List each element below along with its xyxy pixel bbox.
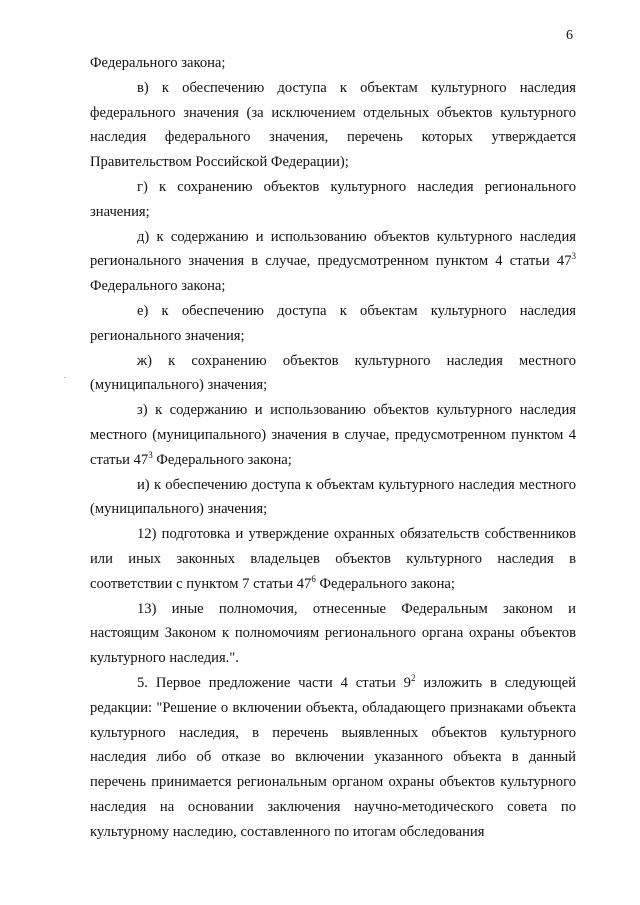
paragraph-text: г) к сохранению объектов культурного наследия регионального значения; [90,178,576,220]
paragraph-text: е) к обеспечению доступа к объектам культурного наследия регионального значения; [90,302,576,344]
paragraph-text: Федерального закона; [315,575,455,592]
paragraph [90,51,576,76]
paragraph-text: Федерального закона; [90,55,226,71]
paragraph [90,473,576,523]
paragraph-text: Федерального закона; [152,451,292,468]
paragraph-text: з) к содержанию и использованию объектов культурного наследия местного (муниципального) значения в случае, предусмотренном пунктом 4 статьи 47 [90,402,576,468]
scan-speck [64,377,66,378]
paragraph [90,76,576,175]
superscript: 3 [148,449,153,460]
paragraph-text: в) к обеспечению доступа к объектам культурного наследия федерального значения (за исключением отдельных объектов культурного наследия федерального значения, перечень которых утверждается Правительством Российской Федерации); [90,79,576,171]
paragraph-text: Федерального закона; [90,278,226,295]
superscript: 3 [571,251,576,262]
paragraph-text: и) к обеспечению доступа к объектам культурного наследия местного (муниципального) значения; [90,476,576,518]
paragraph [90,671,576,845]
paragraph [90,175,576,225]
paragraph-text: ж) к сохранению объектов культурного наследия местного (муниципального) значения; [90,352,576,394]
paragraph-text: д) к содержанию и использованию объектов культурного наследия регионального значения в случае, предусмотренном пунктом 4 статьи 47 [90,228,576,270]
page-number: 6 [566,28,573,43]
superscript: 2 [410,672,416,683]
paragraph [90,225,576,299]
document-body [90,51,576,845]
paragraph [90,597,576,671]
paragraph [90,398,576,472]
paragraph [90,522,576,596]
paragraph-text: 5. Первое предложение части 4 статьи 9 [137,674,411,691]
paragraph [90,299,576,349]
paragraph-text: 13) иные полномочия, отнесенные Федеральным законом и настоящим Законом к полномочиям регионального органа охраны объектов культурного наследия.". [90,600,576,667]
paragraph-text: изложить в следующей редакции: "Решение о включении объекта, обладающего признаками объекта культурного наследия, в перечень выявленных объектов культурного наследия либо об отказе во включении указанного объекта в данный перечень принимается региональным органом охраны объектов культурного наследия на основании заключения научно-методического совета по культурному наследию, составленного по итогам обследования [90,674,576,840]
superscript: 6 [311,573,316,584]
paragraph-text: 12) подготовка и утверждение охранных обязательств собственников или иных законных владельцев объектов культурного наследия в соответствии с пунктом 7 статьи 47 [90,526,576,592]
paragraph [90,349,576,399]
